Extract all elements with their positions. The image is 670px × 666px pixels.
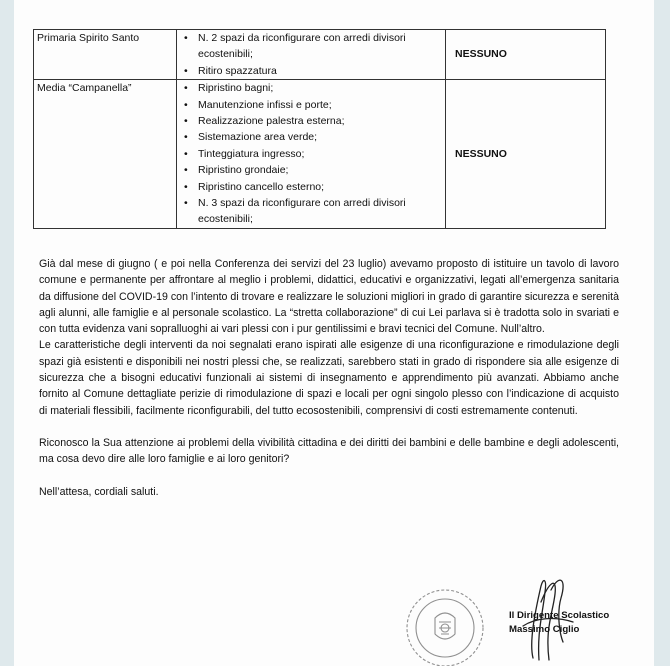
outcome-cell: NESSUNO [446, 30, 606, 80]
list-item: • N. 2 spazi da riconfigurare con arredi divisori ecostenibili; [198, 30, 442, 63]
outcome-cell: NESSUNO [446, 80, 606, 229]
interventions-list [180, 30, 442, 79]
signatory-text [509, 609, 609, 637]
interventions-cell [177, 30, 446, 80]
list-item: • Ripristino grondaie; [198, 162, 442, 178]
left-viewer-margin [0, 0, 14, 666]
list-item: • Ripristino cancello esterno; [198, 179, 442, 195]
list-item: • Ritiro spazzatura [198, 63, 442, 79]
interventions-table [33, 29, 606, 229]
list-item: • Ripristino bagni; [198, 80, 442, 96]
interventions-list [180, 80, 442, 228]
list-item: • N. 3 spazi da riconfigurare con arredi divisori ecostenibili; [198, 195, 442, 228]
list-item: • Realizzazione palestra esterna; [198, 113, 442, 129]
paragraph-proposal: Già dal mese di giugno ( e poi nella Conferenza dei servizi del 23 luglio) avevamo proposto di istituire un tavolo di lavoro comune e permanente per affrontare al meglio i problemi, didattici, educativi e organizzativi, legati all’emergenza sanitaria da diffusione del COVID-19 con l’intento di trovare e realizzare le soluzioni migliori in grado di garantire sicurezza e serenità agli alunni, alle famiglie e al personale scolastico. La “stretta collaborazione” di cui Lei parlava si è tradotta solo in svariati e con tutta evidenza vani sopralluoghi ai vari plessi con i pur gentilissimi e bravi tecnici del Comune. Null’altro. [39, 258, 619, 336]
table-row [34, 80, 606, 229]
signature-block [395, 572, 635, 666]
paragraph-question: Riconosco la Sua attenzione ai problemi della vivibilità cittadina e dei diritti dei bambini e delle bambine e degli adolescenti, ma cosa devo dire alle loro famiglie e ai loro genitori? [39, 436, 619, 466]
letter-body [39, 256, 619, 500]
school-cell: Media “Campanella” [34, 80, 177, 229]
table-row [34, 30, 606, 80]
signatory-role: Il Dirigente Scolastico [509, 610, 610, 621]
paragraph-interventions: Le caratteristiche degli interventi da noi segnalati erano ispirati alle esigenze di una riconfigurazione e rimodulazione degli spazi già esistenti e disponibili nei nostri plessi che, se realizzati, sarebbero stati in grado di rispondere sia alle esigenze di sicurezza che a bisogni educativi funzionali ai sistemi di insegnamento e apprendimento più avanzati. Abbiamo anche fornito al Comune dettagliate perizie di rimodulazione di spazi e locali per ogni singolo plesso con l’indicazione di acquisto di materiali flessibili, facilmente riconfigurabili, del tutto ecosostenibili, comprensivi di costi estremamente contenuti. [39, 339, 619, 417]
list-item: • Tinteggiatura ingresso; [198, 146, 442, 162]
school-seal-stamp [395, 582, 495, 666]
closing-greeting: Nell’attesa, cordiali saluti. [39, 485, 159, 498]
list-item: • Sistemazione area verde; [198, 129, 442, 145]
interventions-cell [177, 80, 446, 229]
school-cell: Primaria Spirito Santo [34, 30, 177, 80]
signatory-name: Massimo Ciglio [509, 624, 580, 635]
right-viewer-margin [654, 0, 670, 666]
list-item: • Manutenzione infissi e porte; [198, 97, 442, 113]
